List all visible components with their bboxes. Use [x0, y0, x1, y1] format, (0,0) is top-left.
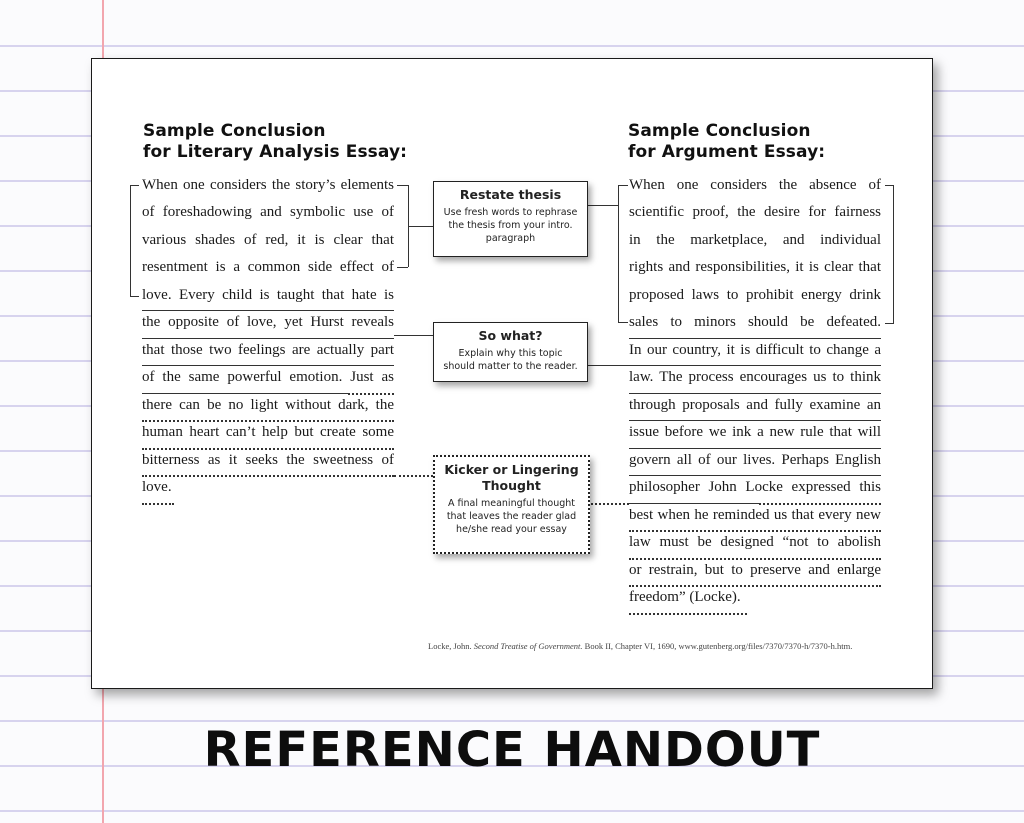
- right-essay-line-7: In our country, it is difficult to change a: [629, 342, 881, 358]
- left-underline: [142, 310, 394, 311]
- left-essay-line-10: human heart can’t help but create some: [142, 424, 394, 440]
- left-essay-line-9: there can be no light without dark, the: [142, 397, 394, 413]
- handout-card: [91, 58, 933, 689]
- callout-kicker-title: Kicker or Lingering Thought: [444, 462, 579, 493]
- right-underline: [629, 503, 759, 504]
- right-essay-line-12: philosopher John Locke expressed this: [629, 479, 881, 495]
- citation-work: Second Treatise of Government.: [473, 641, 583, 651]
- callout-sowhat-title: So what?: [478, 328, 543, 343]
- right-dotted-underline: [629, 558, 881, 560]
- right-dotted-underline: [629, 585, 881, 587]
- right-heading: [628, 121, 825, 163]
- left-essay-line-3: various shades of red, it is clear that: [142, 232, 394, 248]
- left-bracket-tick: [397, 267, 408, 268]
- citation-details: Book II, Chapter VI, 1690, www.gutenberg.org/files/7370/7370-h/7370-h.htm.: [584, 641, 853, 651]
- right-bracket-tick: [618, 322, 628, 323]
- right-underline: [629, 393, 881, 394]
- right-essay-line-9: through proposals and fully examine an: [629, 397, 881, 413]
- right-essay-line-1: When one considers the absence of: [629, 177, 881, 193]
- right-underline: [629, 420, 881, 421]
- right-dotted-underline: [629, 613, 747, 615]
- right-essay-line-16: freedom” (Locke).: [629, 589, 741, 605]
- left-essay-line-2: of foreshadowing and symbolic use of: [142, 204, 394, 220]
- left-essay-line-4: resentment is a common side effect of: [142, 259, 394, 275]
- left-heading-line-1: Sample Conclusion: [143, 121, 326, 141]
- left-bracket-tick: [397, 185, 408, 186]
- right-underline: [629, 338, 881, 339]
- right-essay-line-2: scientific proof, the desire for fairness: [629, 204, 881, 220]
- right-essay-line-5: proposed laws to prohibit energy drink: [629, 287, 881, 303]
- left-essay-line-11: bitterness as it seeks the sweetness of: [142, 452, 394, 468]
- left-underline: [142, 365, 394, 366]
- reference-handout-banner: REFERENCE HANDOUT: [203, 722, 821, 778]
- callout-kicker: [433, 455, 590, 554]
- callout-so-what: [433, 322, 588, 382]
- kicker-connector-right: [586, 503, 629, 505]
- left-essay-line-1: When one considers the story’s elements: [142, 177, 394, 193]
- right-essay-line-13: best when he reminded us that every new: [629, 507, 881, 523]
- left-dotted-underline: [348, 393, 394, 395]
- sowhat-connector-left: [394, 335, 433, 336]
- right-underline: [629, 475, 881, 476]
- sowhat-connector-right: [586, 365, 629, 366]
- callout-restate-thesis: [433, 181, 588, 257]
- left-essay-line-12: love.: [142, 479, 172, 495]
- right-essay-line-11: govern all of our lives. Perhaps English: [629, 452, 881, 468]
- callout-kicker-desc: A final meaningful thought that leaves the reader glad he/she read your essay: [446, 498, 577, 535]
- right-dotted-underline: [629, 530, 881, 532]
- restate-connector-right: [586, 205, 618, 206]
- left-essay-line-8: of the same powerful emotion. Just as: [142, 369, 394, 385]
- left-bracket: [130, 185, 139, 297]
- right-essay-line-10: issue before we ink a new rule that will: [629, 424, 881, 440]
- right-essay-line-8: law. The process encourages us to think: [629, 369, 881, 385]
- right-dotted-underline: [759, 503, 881, 505]
- right-underline: [629, 448, 881, 449]
- citation-author: Locke, John.: [428, 641, 472, 651]
- right-underline: [629, 365, 881, 366]
- left-underline: [142, 338, 394, 339]
- right-essay-line-3: in the marketplace, and individual: [629, 232, 881, 248]
- citation: [428, 641, 852, 651]
- callout-restate-title: Restate thesis: [459, 187, 562, 202]
- left-dotted-underline: [142, 475, 394, 477]
- left-essay-line-7: that those two feelings are actually part: [142, 342, 394, 358]
- kicker-connector-left: [394, 475, 433, 477]
- right-essay-line-15: or restrain, but to preserve and enlarge: [629, 562, 881, 578]
- left-underline: [142, 393, 348, 394]
- right-essay-line-6: sales to minors should be defeated.: [629, 314, 881, 330]
- callout-sowhat-desc: Explain why this topic should matter to the reader.: [443, 348, 578, 372]
- left-dotted-underline: [142, 503, 174, 505]
- left-essay-line-6: the opposite of love, yet Hurst reveals: [142, 314, 394, 330]
- left-dotted-underline: [142, 420, 394, 422]
- right-essay-line-4: rights and responsibilities, it is clear that: [629, 259, 881, 275]
- right-essay-line-14: law must be designed “not to abolish: [629, 534, 881, 550]
- left-essay-line-5: love. Every child is taught that hate is: [142, 287, 394, 303]
- restate-connector-left: [408, 226, 433, 227]
- left-heading: [143, 121, 407, 163]
- right-bracket: [885, 185, 894, 324]
- left-heading-line-2: for Literary Analysis Essay:: [143, 142, 408, 162]
- callout-restate-desc: Use fresh words to rephrase the thesis from your intro. paragraph: [443, 207, 578, 244]
- right-heading-line-1: Sample Conclusion: [628, 121, 811, 141]
- left-dotted-underline: [142, 448, 394, 450]
- right-heading-line-2: for Argument Essay:: [628, 142, 826, 162]
- right-bracket-left: [618, 185, 619, 322]
- right-bracket-tick: [618, 185, 628, 186]
